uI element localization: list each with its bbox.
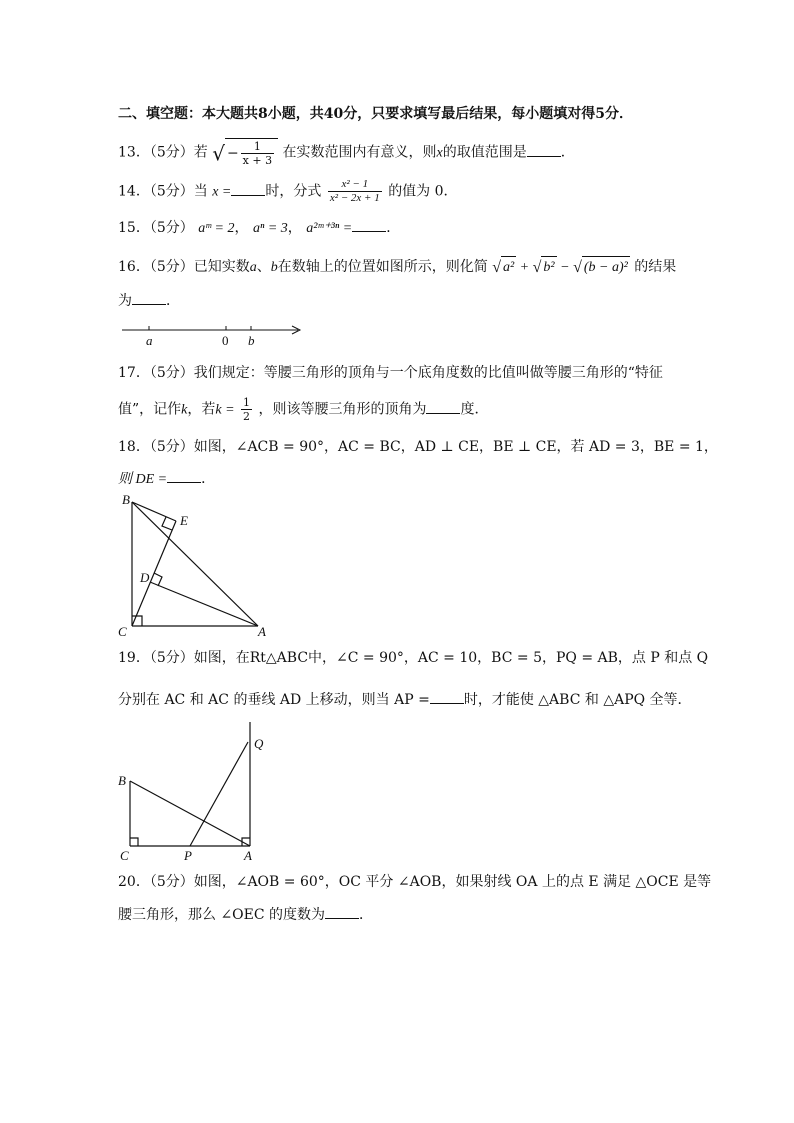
question-17: 17．（5分）我们规定：等腰三角形的顶角与一个底角度数的比值叫做等腰三角形的“特征 [118, 365, 663, 381]
q13-text1: 在实数范围内有意义，则 [282, 144, 437, 161]
question-18: 18．（5分）如图，∠ACB = 90°，AC = BC，AD ⊥ CE，BE ⊥ CE，若 AD = 3，BE = 1， [118, 439, 718, 455]
q16-text2: 的结果 [634, 259, 677, 275]
q16-var-b: b [270, 260, 278, 275]
segment-BA [130, 781, 250, 846]
label-0: 0 [222, 333, 229, 348]
q13-sqrt: √ − $\frac{1}{x + 3}$ [212, 138, 278, 167]
q14-text2: 的值为 0． [388, 183, 458, 200]
q17-fraction [241, 396, 252, 423]
q13-frac-den: x + 3 [242, 154, 273, 167]
right-angle-C [130, 838, 138, 846]
question-17-line2 [118, 396, 488, 423]
label-E: E [180, 513, 188, 528]
q14-fraction [328, 178, 382, 205]
q16-expression: √ a² + √ b² − √ (b − a)² [492, 260, 630, 275]
label-P: P [184, 848, 192, 863]
label-D: D [140, 570, 150, 585]
question-20-line2 [118, 904, 373, 925]
q16-line2: 为 [118, 293, 132, 309]
section-title: 二、填空题：本大题共8小题，共40分，只要求填写最后结果，每小题填对得5分． [118, 106, 633, 122]
q20-end: ． [359, 907, 374, 923]
q14-answer-blank[interactable] [231, 181, 265, 196]
q13-number: 13．（5分）若 [118, 144, 208, 161]
question-16 [118, 256, 676, 278]
q18-answer-blank[interactable] [167, 468, 201, 483]
q19-answer-blank[interactable] [430, 689, 464, 704]
q14-text1: 时，分式 [265, 183, 322, 200]
q17-line2c: ，则该等腰三角形的顶角为 [258, 401, 427, 418]
question-19-line2 [118, 689, 692, 710]
q13-text2: 的取值范围是 [442, 144, 527, 161]
question-19: 19．（5分）如图，在Rt△ABC中，∠C = 90°，AC = 10，BC = 5，PQ = AB，点 P 和点 Q [118, 650, 709, 666]
q17-k-eq: k = [215, 402, 235, 418]
q17-k: k [181, 402, 188, 418]
q17-end: 度． [460, 401, 489, 418]
label-a: a [146, 333, 153, 348]
question-14 [118, 178, 458, 205]
label-B: B [122, 492, 130, 507]
q13-answer-blank[interactable] [527, 142, 561, 157]
label-Q: Q [254, 736, 264, 751]
question-18-line2 [118, 468, 215, 490]
q16-sep: 、 [256, 259, 271, 275]
q16-answer-blank[interactable] [132, 290, 166, 305]
segment-BA [132, 502, 258, 626]
q20-line2: 腰三角形，那么 ∠OEC 的度数为 [118, 907, 326, 923]
segment-PQ [190, 742, 248, 846]
question-15: 15．（5分） aᵐ = 2， aⁿ = 3， a²ᵐ⁺³ⁿ = ． [118, 217, 400, 239]
q13-frac-num: 1 [253, 140, 261, 153]
q19-figure [114, 718, 274, 864]
q16-text1: 在数轴上的位置如图所示，则化简 [277, 259, 488, 275]
q20-answer-blank[interactable] [325, 904, 359, 919]
q17-answer-blank[interactable] [426, 399, 460, 414]
label-B: B [118, 773, 126, 788]
q16-number: 16．（5分）已知实数 [118, 259, 250, 275]
label-A: A [244, 848, 252, 863]
q13-var: x [436, 145, 443, 161]
question-16-line2 [118, 290, 180, 311]
q15-answer-blank[interactable] [352, 217, 386, 232]
q15-expr3: a²ᵐ⁺³ⁿ = [306, 221, 353, 236]
q18-line2: 则 DE = [118, 472, 168, 487]
q13-end: ． [560, 144, 575, 161]
q17-line2a: 值”，记作 [118, 401, 182, 418]
q18-triangle-figure [112, 490, 282, 640]
number-line-figure [118, 318, 308, 350]
q19-line2a: 分别在 AC 和 AC 的垂线 AD 上移动，则当 AP = [118, 692, 430, 708]
label-b: b [248, 333, 255, 348]
segment-AD [150, 582, 258, 626]
q14-frac-den: x² − 2x + 1 [329, 192, 380, 204]
q17-frac-den: 2 [243, 410, 251, 423]
q17-line2b: ，若 [187, 401, 216, 418]
q14-number: 14．（5分）当 [118, 183, 208, 200]
segment-BE [132, 502, 176, 521]
label-C: C [120, 848, 129, 863]
q16-var-a: a [249, 260, 257, 275]
q15-expr2: aⁿ = 3 [252, 221, 288, 236]
q15-number: 15．（5分） [118, 220, 194, 236]
q19-line2b: 时，才能使 △ABC 和 △APQ 全等． [463, 692, 692, 708]
question-20: 20．（5分）如图，∠AOB = 60°，OC 平分 ∠AOB，如果射线 OA 上的点 E 满足 △OCE 是等 [118, 874, 712, 890]
q16-end: ． [166, 293, 180, 309]
question-13 [118, 138, 575, 167]
label-A: A [258, 624, 266, 639]
q14-var: x = [212, 184, 232, 200]
q14-frac-num: x² − 1 [341, 178, 369, 190]
label-C: C [118, 624, 127, 639]
q15-end: ． [386, 220, 401, 236]
q17-frac-num: 1 [243, 396, 251, 409]
q18-end: ． [201, 471, 216, 487]
q15-expr1: aᵐ = 2 [198, 221, 235, 236]
